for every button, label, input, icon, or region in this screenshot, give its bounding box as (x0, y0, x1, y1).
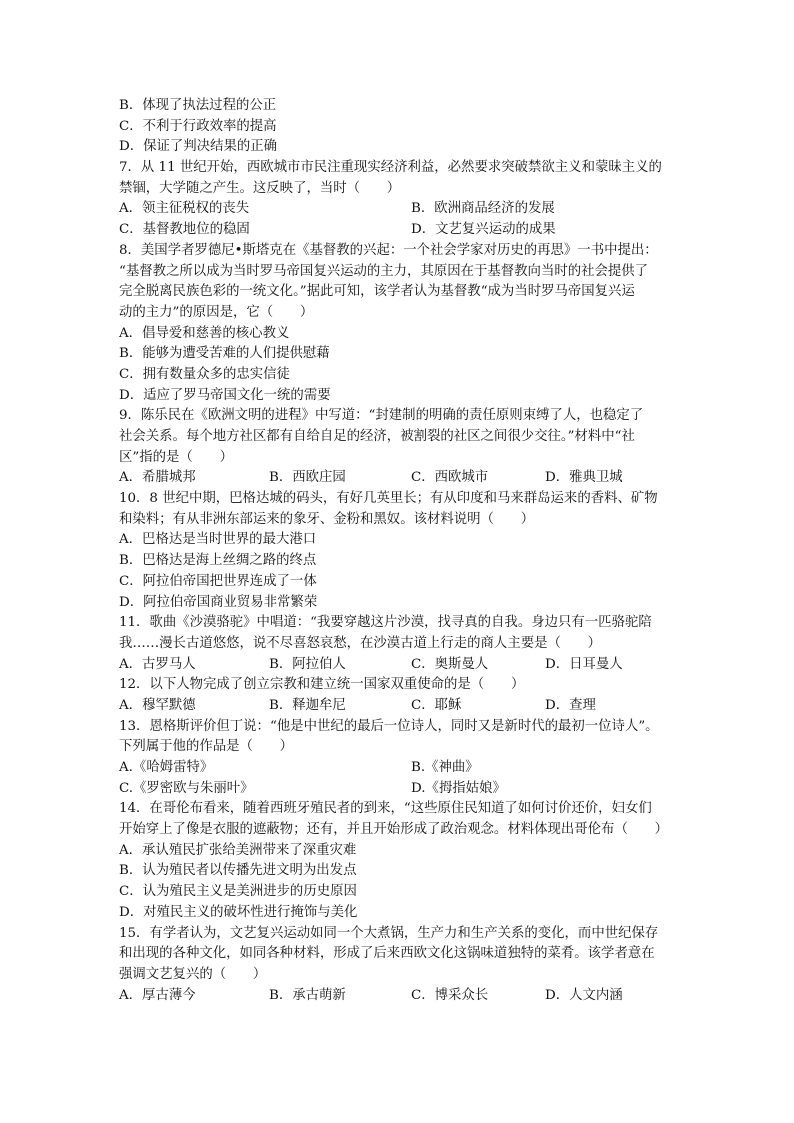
q13-option-a: A.《哈姆雷特》 (119, 760, 214, 775)
q12-option-a: A．穆罕默德 (119, 697, 196, 713)
q7-stem-line: 7．从 11 世纪开始，西欧城市市民注重现实经济利益，必然要求突破禁欲主义和蒙昧主义的 (119, 160, 662, 176)
q15-option-b: B．承古萌新 (269, 987, 346, 1003)
q8-stem-line: “基督教之所以成为当时罗马帝国复兴运动的主力，其原因在于基督教向当时的社会提供了 (119, 263, 649, 279)
q10-option-b: B．巴格达是海上丝绸之路的终点 (119, 553, 317, 569)
q9-option-a: A．希腊城邦 (119, 470, 196, 486)
q9-option-d: D．雅典卫城 (545, 470, 623, 486)
q15-option-a: A．厚古薄今 (119, 987, 196, 1003)
q8-stem-line: 动的主力”的原因是，它（ ） (119, 304, 314, 320)
q11-stem-line: 我……漫长古道悠悠，说不尽喜怒哀愁，在沙漠古道上行走的商人主要是（ ） (119, 635, 602, 651)
q13-option-c: C.《罗密欧与朱丽叶》 (119, 780, 254, 796)
q13-stem-line: 13．恩格斯评价但丁说：“他是中世纪的最后一位诗人，同时又是新时代的最初一位诗人”。 (119, 718, 659, 734)
q8-option-b: B．能够为遭受苦难的人们提供慰藉 (119, 346, 330, 362)
q14-option-b: B．认为殖民者以传播先进文明为出发点 (119, 863, 357, 879)
q15-stem-line: 15．有学者认为，文艺复兴运动如同一个大煮锅，生产力和生产关系的变化，而中世纪保存 (119, 925, 659, 941)
q15-stem-line: 强调文艺复兴的（ ） (119, 966, 267, 982)
q14-stem-line: 开始穿上了像是衣服的遮蔽物；还有，并且开始形成了政治观念。材料体现出哥伦布（ ） (119, 822, 669, 838)
q10-option-c: C．阿拉伯帝国把世界连成了一体 (119, 573, 317, 589)
q15-option-d: D．人文内涵 (545, 987, 623, 1003)
q10-option-a: A．巴格达是当时世界的最大港口 (119, 532, 317, 548)
q14-option-c: C．认为殖民主义是美洲进步的历史原因 (119, 884, 357, 900)
q6-option-b: B．体现了执法过程的公正 (119, 98, 277, 113)
q6-option-d: D．保证了判决结果的正确 (119, 139, 278, 155)
q11-stem-line: 11．歌曲《沙漠骆驼》中唱道：“我要穿越这片沙漠，找寻真的自我。身边只有一匹骆驼陪 (119, 615, 652, 631)
q7-option-c: C．基督教地位的稳固 (119, 222, 250, 238)
q8-stem-line: 8．美国学者罗德尼•斯塔克在《基督教的兴起：一个社会学家对历史的再思》一书中提出： (119, 242, 658, 258)
q13-options-row (119, 779, 679, 800)
q8-stem-line: 完全脱离民族色彩的一统文化。”据此可知，该学者认为基督教“成为当时罗马帝国复兴运 (119, 284, 635, 300)
q12-option-d: D．查理 (545, 697, 596, 713)
q12-option-c: C．耶稣 (411, 697, 462, 713)
q9-option-b: B．西欧庄园 (269, 470, 346, 486)
q13-option-d: D.《拇指姑娘》 (411, 780, 506, 796)
q14-option-d: D．对殖民主义的破坏性进行掩饰与美化 (119, 904, 358, 920)
q9-options-row (119, 468, 679, 489)
q7-option-b: B．欧洲商品经济的发展 (411, 201, 555, 217)
q14-stem-line: 14．在哥伦布看来，随着西班牙殖民者的到来，“这些原住民知道了如何讨价还价，妇女们 (119, 801, 652, 817)
q11-option-b: B．阿拉伯人 (269, 656, 346, 672)
q9-stem-line: 区”指的是（ ） (119, 449, 233, 465)
q15-stem-line: 和出现的各种文化，如同各种材料，形成了后来西欧文化这锅味道独特的菜肴。该学者意在 (119, 946, 655, 962)
q15-options-row (119, 986, 679, 1007)
q9-stem-line: 9．陈乐民在《欧洲文明的进程》中写道：“封建制的明确的责任原则束缚了人，也稳定了 (119, 408, 644, 424)
q10-stem-line: 10．8 世纪中期，巴格达城的码头，有好几英里长；有从印度和马来群岛运来的香料、矿物 (119, 491, 658, 507)
q12-options-row (119, 696, 679, 717)
q14-option-a: A．承认殖民扩张给美洲带来了深重灾难 (119, 842, 357, 858)
q6-option-c: C．不利于行政效率的提高 (119, 118, 277, 134)
q10-stem-line: 和染料；有从非洲东部运来的象牙、金粉和黑奴。该材料说明（ ） (119, 511, 535, 527)
q12-stem-line: 12．以下人物完成了创立宗教和建立统一国家双重使命的是（ ） (119, 677, 525, 693)
q9-option-c: C．西欧城市 (411, 470, 489, 486)
q7-options-row (119, 199, 679, 220)
q7-options-row (119, 220, 679, 241)
q7-option-a: A．领主征税权的丧失 (119, 201, 250, 217)
q11-option-c: C．奥斯曼人 (411, 656, 489, 672)
q13-options-row (119, 758, 679, 779)
q8-option-d: D．适应了罗马帝国文化一统的需要 (119, 387, 331, 403)
q11-option-a: A．古罗马人 (119, 656, 196, 672)
q8-option-a: A．倡导爱和慈善的核心教义 (119, 325, 290, 341)
q13-stem-line: 下列属于他的作品是（ ） (119, 739, 294, 755)
q12-option-b: B．释迦牟尼 (269, 697, 346, 713)
q15-option-c: C．博采众长 (411, 987, 489, 1003)
q11-option-d: D．日耳曼人 (545, 656, 623, 672)
q10-option-d: D．阿拉伯帝国商业贸易非常繁荣 (119, 594, 318, 610)
q8-option-c: C．拥有数量众多的忠实信徒 (119, 366, 290, 382)
exam-page (119, 96, 679, 1006)
q11-options-row (119, 655, 679, 676)
q13-option-b: B.《神曲》 (411, 760, 479, 775)
q7-option-d: D．文艺复兴运动的成果 (411, 222, 556, 238)
q9-stem-line: 社会关系。每个地方社区都有自给自足的经济，被割裂的社区之间很少交往。”材料中“社 (119, 429, 635, 444)
q7-stem-line: 禁锢，大学随之产生。这反映了，当时（ ） (119, 180, 401, 196)
